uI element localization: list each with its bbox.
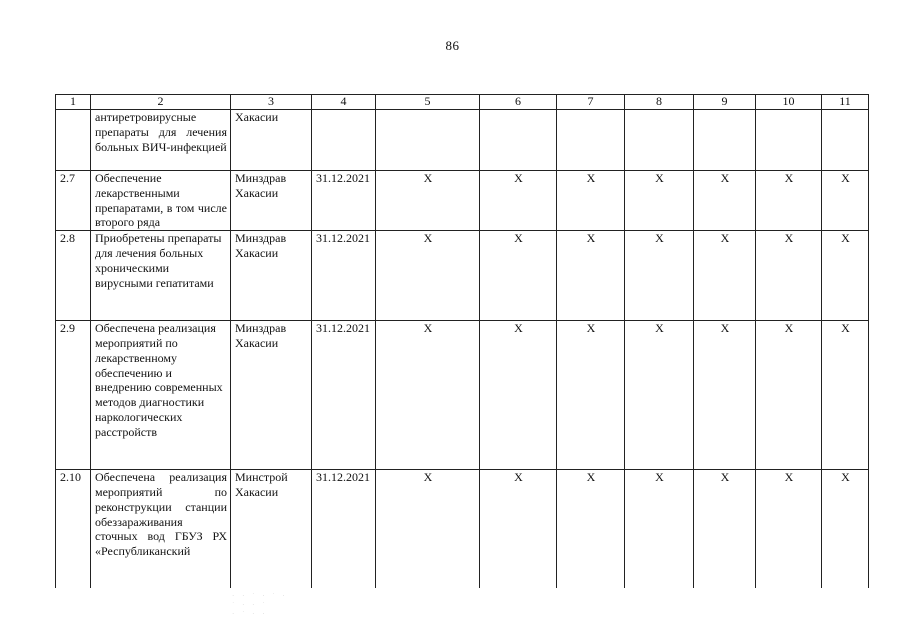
item-mark — [822, 110, 869, 171]
item-mark — [376, 110, 480, 171]
item-mark: X — [557, 231, 625, 321]
item-deadline: 31.12.2021 — [312, 231, 376, 321]
item-mark: X — [480, 321, 557, 470]
item-mark: X — [625, 470, 694, 589]
scan-noise: · · ˙ · ˙ · ˙ · · ˙ · ˙ · · — [232, 592, 288, 618]
item-number: 2.10 — [56, 470, 91, 589]
item-description: Обеспечена реализация мероприятий по реконструкции станции обеззараживания сточных вод ГБУЗ РХ «Республиканский — [91, 470, 231, 589]
item-mark: X — [376, 231, 480, 321]
item-deadline: 31.12.2021 — [312, 171, 376, 231]
item-description: Обеспечение лекарственными препаратами, в том числе второго ряда — [91, 171, 231, 231]
column-number-header: 9 — [694, 95, 756, 110]
item-mark — [756, 110, 822, 171]
item-number: 2.8 — [56, 231, 91, 321]
item-mark: X — [625, 321, 694, 470]
activities-table — [55, 94, 869, 588]
column-number-header: 10 — [756, 95, 822, 110]
item-number: 2.9 — [56, 321, 91, 470]
item-mark: X — [480, 470, 557, 589]
item-executor: Минстрой Хакасии — [231, 470, 312, 589]
item-number: 2.7 — [56, 171, 91, 231]
item-mark: X — [376, 171, 480, 231]
item-mark: X — [822, 231, 869, 321]
table-row — [56, 470, 869, 589]
item-mark: X — [756, 470, 822, 589]
column-number-header: 2 — [91, 95, 231, 110]
item-mark: X — [376, 470, 480, 589]
item-mark: X — [756, 321, 822, 470]
item-mark: X — [480, 171, 557, 231]
item-mark: X — [480, 231, 557, 321]
item-number — [56, 110, 91, 171]
column-number-header: 4 — [312, 95, 376, 110]
item-mark: X — [376, 321, 480, 470]
item-deadline: 31.12.2021 — [312, 321, 376, 470]
item-deadline — [312, 110, 376, 171]
item-mark: X — [557, 171, 625, 231]
column-number-header: 11 — [822, 95, 869, 110]
item-executor: Минздрав Хакасии — [231, 231, 312, 321]
item-description: антиретровирусные препараты для лечения больных ВИЧ-инфекцией — [91, 110, 231, 171]
item-executor: Минздрав Хакасии — [231, 171, 312, 231]
item-mark: X — [557, 470, 625, 589]
item-mark: X — [694, 321, 756, 470]
column-number-header: 8 — [625, 95, 694, 110]
item-mark: X — [625, 231, 694, 321]
item-mark: X — [557, 321, 625, 470]
item-mark: X — [694, 231, 756, 321]
item-mark: X — [756, 231, 822, 321]
item-mark: X — [822, 470, 869, 589]
column-number-header: 6 — [480, 95, 557, 110]
item-mark: X — [694, 470, 756, 589]
item-mark: X — [822, 171, 869, 231]
column-number-header: 5 — [376, 95, 480, 110]
item-executor: Хакасии — [231, 110, 312, 171]
table-row — [56, 321, 869, 470]
item-deadline: 31.12.2021 — [312, 470, 376, 589]
item-mark — [480, 110, 557, 171]
item-mark: X — [756, 171, 822, 231]
item-description: Приобретены препараты для лечения больных хроническими вирусными гепатитами — [91, 231, 231, 321]
item-mark — [694, 110, 756, 171]
table-row — [56, 110, 869, 171]
item-mark: X — [694, 171, 756, 231]
page-number: 86 — [445, 38, 460, 53]
column-number-header: 1 — [56, 95, 91, 110]
item-mark: X — [822, 321, 869, 470]
column-number-header: 3 — [231, 95, 312, 110]
column-number-header-row — [56, 95, 869, 110]
item-mark — [557, 110, 625, 171]
item-mark: X — [625, 171, 694, 231]
item-mark — [625, 110, 694, 171]
item-description: Обеспечена реализация мероприятий по лекарственному обеспечению и внедрению современных методов диагностики наркологических расстройств — [91, 321, 231, 470]
item-executor: Минздрав Хакасии — [231, 321, 312, 470]
column-number-header: 7 — [557, 95, 625, 110]
table-row — [56, 171, 869, 231]
table-row — [56, 231, 869, 321]
